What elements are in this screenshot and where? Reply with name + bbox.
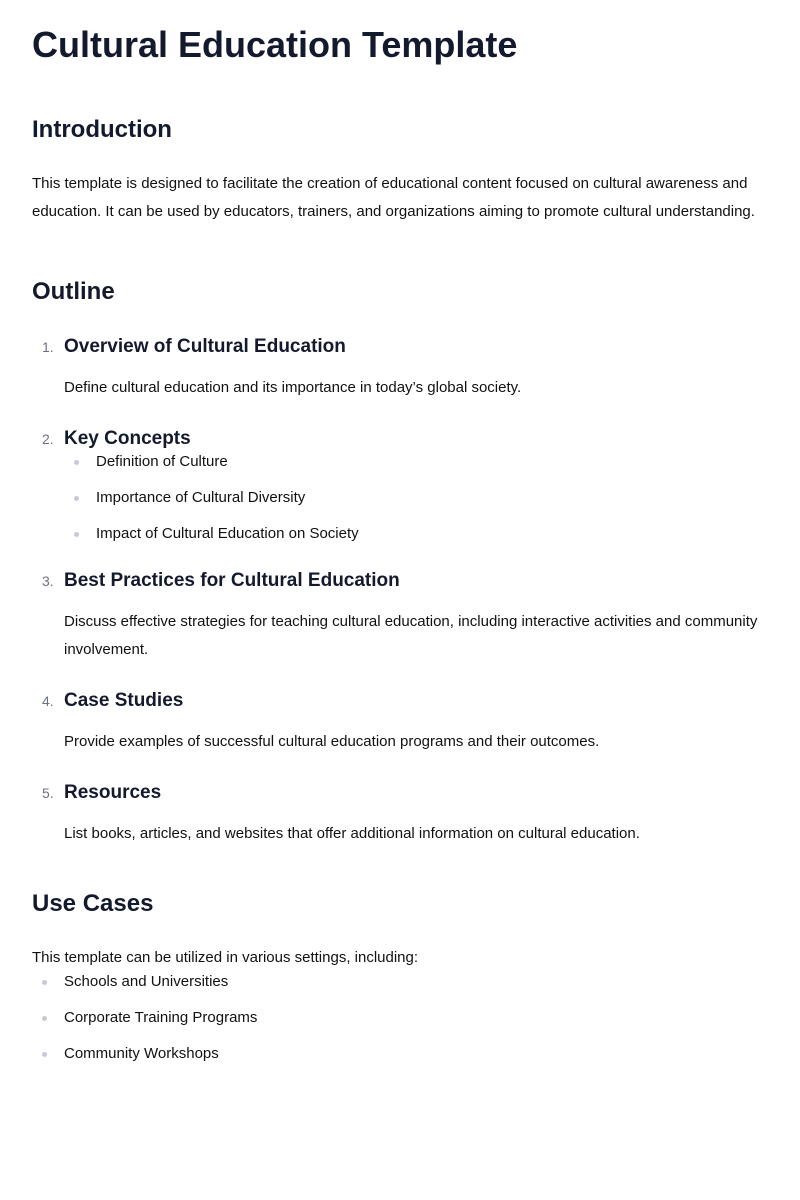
bullet-icon (42, 1052, 47, 1057)
outline-item (32, 426, 768, 544)
outline-item-title: Case Studies (64, 690, 184, 711)
outline-item (32, 334, 768, 402)
list-item (32, 1008, 768, 1028)
outline-item-number: 3. (42, 573, 54, 589)
page-title: Cultural Education Template (32, 24, 518, 65)
bullet-icon (42, 1016, 47, 1021)
use-cases-list (32, 972, 768, 1064)
introduction-heading: Introduction (32, 116, 172, 143)
list-item-text: Definition of Culture (96, 453, 228, 470)
outline-item-title: Key Concepts (64, 428, 191, 449)
introduction-text: This template is designed to facilitate the creation of educational content focused on cultural awareness and education. It can be used by educators, trainers, and organizations aiming to promote cultural understanding. (32, 175, 755, 220)
bullet-icon (42, 980, 47, 985)
outline-item-title: Overview of Cultural Education (64, 336, 346, 357)
outline-item-number: 5. (42, 785, 54, 801)
list-item (64, 452, 768, 472)
bullet-icon (74, 496, 79, 501)
outline-item-title: Resources (64, 782, 162, 803)
outline-item-text: Define cultural education and its importance in today’s global society. (64, 379, 522, 396)
list-item (64, 488, 768, 508)
use-cases-text: This template can be utilized in various settings, including: (32, 949, 419, 966)
outline-item (32, 568, 768, 664)
list-item-text: Importance of Cultural Diversity (96, 489, 306, 506)
outline-item-number: 2. (42, 431, 54, 447)
bullet-icon (74, 532, 79, 537)
bullet-icon (74, 460, 79, 465)
list-item (32, 1044, 768, 1064)
outline-item-text: List books, articles, and websites that offer additional information on cultural education. (64, 825, 640, 842)
outline-heading: Outline (32, 278, 115, 305)
list-item-text: Community Workshops (64, 1045, 219, 1062)
use-cases-section (32, 890, 768, 1064)
key-concepts-list (64, 452, 768, 544)
outline-item-text: Discuss effective strategies for teaching cultural education, including interactive activities and community involvement. (64, 613, 758, 658)
list-item (32, 972, 768, 992)
outline-item-number: 4. (42, 693, 54, 709)
list-item-text: Corporate Training Programs (64, 1009, 258, 1026)
outline-item-title: Best Practices for Cultural Education (64, 570, 400, 591)
outline-section (32, 278, 768, 848)
use-cases-heading: Use Cases (32, 890, 154, 917)
outline-item (32, 688, 768, 756)
list-item-text: Impact of Cultural Education on Society (96, 525, 359, 542)
outline-item-number: 1. (42, 339, 54, 355)
introduction-section (32, 116, 768, 226)
list-item (64, 524, 768, 544)
outline-item-text: Provide examples of successful cultural education programs and their outcomes. (64, 733, 600, 750)
outline-item (32, 780, 768, 848)
list-item-text: Schools and Universities (64, 973, 229, 990)
outline-list (32, 334, 768, 848)
